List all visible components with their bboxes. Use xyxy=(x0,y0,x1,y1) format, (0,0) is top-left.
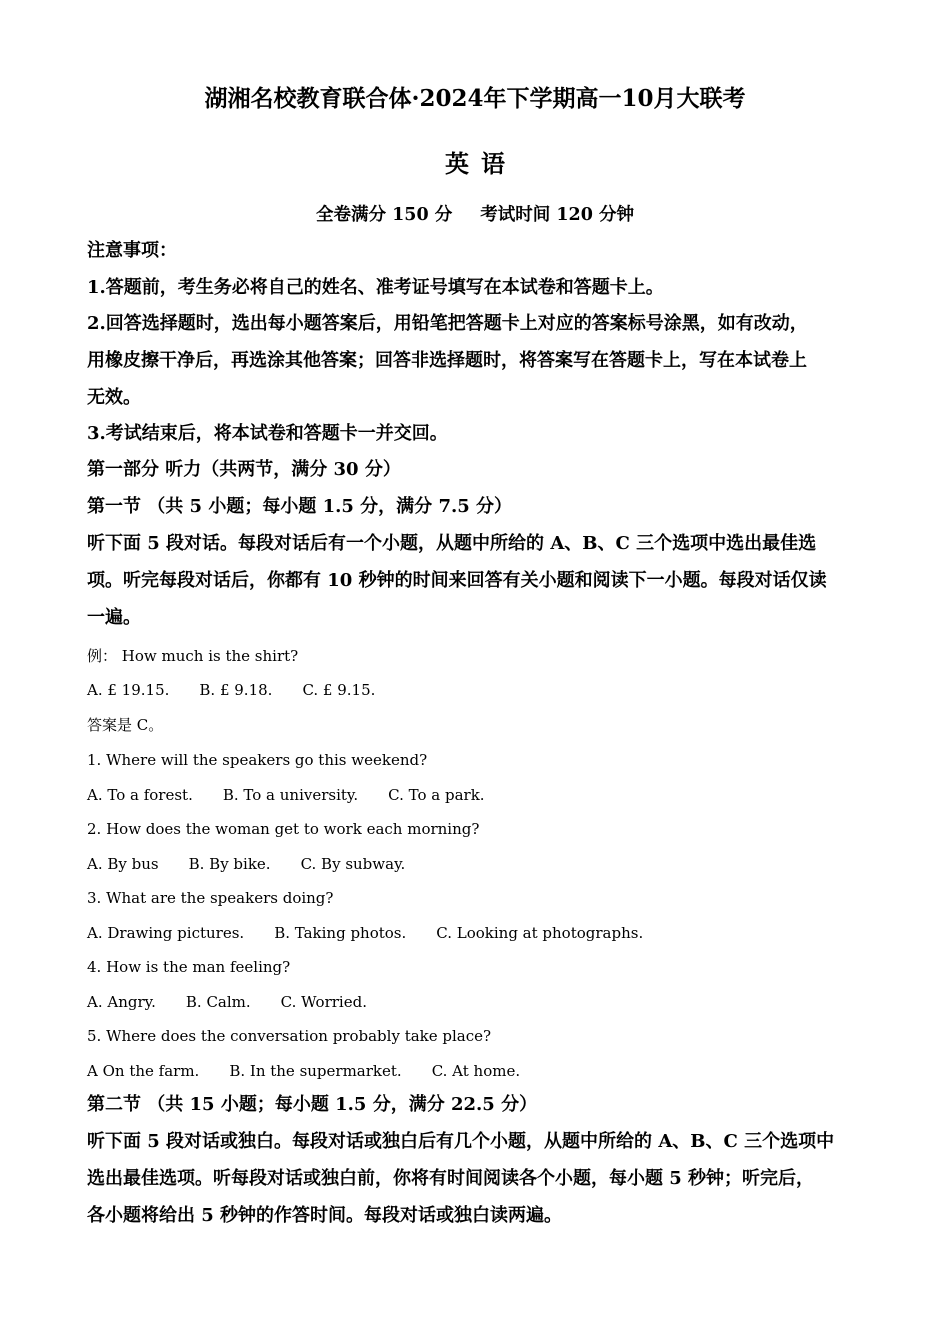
question-2-option-b: B. By bike. xyxy=(188,855,271,873)
section2-instructions-line-2: 选出最佳选项。听每段对话或独白前，你将有时间阅读各个小题，每小题 5 秒钟；听完后， xyxy=(87,1168,815,1189)
question-3-option-c: C. Looking at photographs. xyxy=(436,924,644,942)
section1-heading: 第一节 （共 5 小题；每小题 1.5 分，满分 7.5 分） xyxy=(87,496,513,517)
question-1-options xyxy=(87,782,867,808)
question-5-option-b: B. In the supermarket. xyxy=(229,1062,402,1080)
question-4: 4. How is the man feeling? xyxy=(87,958,291,976)
notice-heading: 注意事项： xyxy=(87,240,177,261)
notice-item-1: 1.答题前，考生务必将自己的姓名、准考证号填写在本试卷和答题卡上。 xyxy=(87,277,664,298)
full-score: 全卷满分 150 分 xyxy=(316,205,453,225)
question-2-option-c: C. By subway. xyxy=(300,855,406,873)
question-3: 3. What are the speakers doing? xyxy=(87,889,334,907)
question-1: 1. Where will the speakers go this weekend? xyxy=(87,751,428,769)
question-4-option-c: C. Worried. xyxy=(280,993,367,1011)
question-2-option-a: A. By bus xyxy=(87,855,159,873)
section1-instructions-line-1: 听下面 5 段对话。每段对话后有一个小题，从题中所给的 A、B、C 三个选项中选出最佳选 xyxy=(87,533,817,554)
notice-item-3: 3.考试结束后，将本试卷和答题卡一并交回。 xyxy=(87,423,448,444)
question-2-options xyxy=(87,851,867,877)
notice-item-2-line-2: 用橡皮擦干净后，再选涂其他答案；回答非选择题时，将答案写在答题卡上，写在本试卷上 xyxy=(87,350,807,371)
section1-instructions-line-2: 项。听完每段对话后，你都有 10 秒钟的时间来回答有关小题和阅读下一小题。每段对话仅读 xyxy=(87,570,827,591)
notice-item-2-line-3: 无效。 xyxy=(87,387,141,408)
question-1-option-b: B. To a university. xyxy=(222,786,359,804)
example-question: 例： How much is the shirt? xyxy=(87,647,299,665)
example-option-c: C. £ 9.15. xyxy=(302,681,376,699)
example-option-b: B. £ 9.18. xyxy=(199,681,273,699)
notice-item-2-line-1: 2.回答选择题时，选出每小题答案后，用铅笔把答题卡上对应的答案标号涂黑，如有改动， xyxy=(87,313,808,334)
subject-title: 英语 xyxy=(445,149,517,178)
section2-instructions-line-1: 听下面 5 段对话或独白。每段对话或独白后有几个小题，从题中所给的 A、B、C 三个选项中 xyxy=(87,1131,835,1152)
question-4-option-a: A. Angry. xyxy=(87,993,156,1011)
exam-meta xyxy=(0,202,950,228)
question-4-option-b: B. Calm. xyxy=(185,993,251,1011)
example-option-a: A. £ 19.15. xyxy=(87,681,170,699)
exam-time: 考试时间 120 分钟 xyxy=(480,205,634,225)
question-3-option-b: B. Taking photos. xyxy=(274,924,407,942)
question-5-option-a: A On the farm. xyxy=(87,1062,200,1080)
exam-title: 湖湘名校教育联合体·2024年下学期高一10月大联考 xyxy=(204,85,746,112)
question-5-option-c: C. At home. xyxy=(431,1062,521,1080)
question-4-options xyxy=(87,989,867,1015)
section1-instructions-line-3: 一遍。 xyxy=(87,607,141,628)
question-3-option-a: A. Drawing pictures. xyxy=(87,924,245,942)
question-1-option-a: A. To a forest. xyxy=(87,786,193,804)
section2-instructions-line-3: 各小题将给出 5 秒钟的作答时间。每段对话或独白读两遍。 xyxy=(87,1205,563,1226)
section2-heading: 第二节 （共 15 小题；每小题 1.5 分，满分 22.5 分） xyxy=(87,1094,538,1115)
part1-heading: 第一部分 听力（共两节，满分 30 分） xyxy=(87,459,401,480)
question-1-option-c: C. To a park. xyxy=(388,786,485,804)
question-2: 2. How does the woman get to work each morning? xyxy=(87,820,480,838)
example-answer: 答案是 C。 xyxy=(87,716,164,734)
example-options xyxy=(87,677,867,703)
question-3-options xyxy=(87,920,867,946)
question-5-options xyxy=(87,1058,867,1084)
question-5: 5. Where does the conversation probably take place? xyxy=(87,1027,492,1045)
